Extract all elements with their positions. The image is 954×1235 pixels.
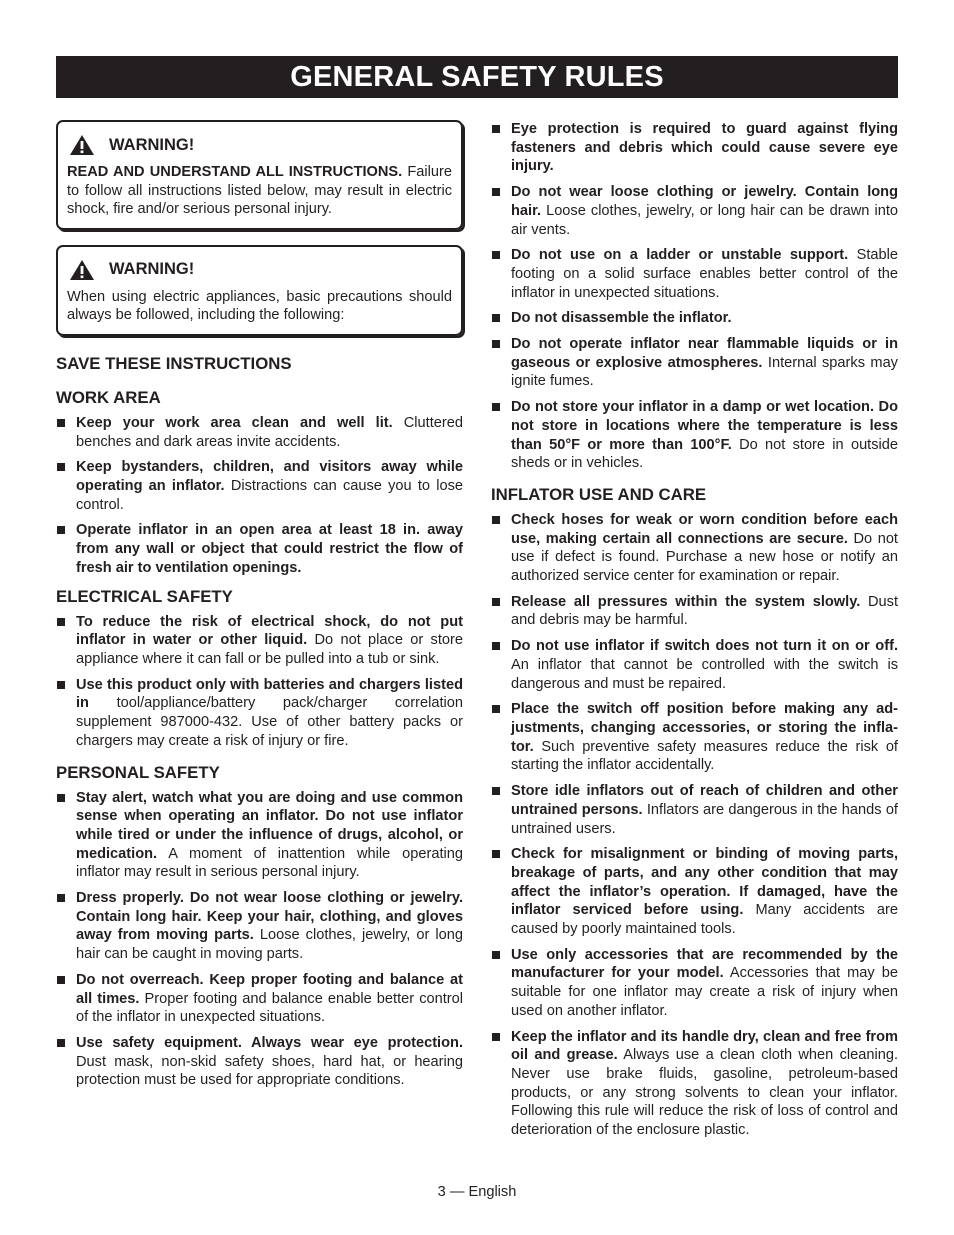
list-item: [56, 521, 463, 577]
list-item: [491, 845, 898, 939]
item-bold: Release all pressures within the system slowly.: [511, 593, 861, 610]
item-text: Loose clothes, jewelry, or long hair can be drawn into air vents.: [511, 202, 898, 238]
warning-detail: Failure to follow all instructions listed below, may result in electric shock, fire and/or serious personal injury.: [67, 164, 452, 218]
bullet-square-icon: [492, 314, 500, 322]
bullet-square-icon: [492, 787, 500, 795]
item-bold: Keep the inflator and its handle dry, clean and free from oil and grease.: [511, 1028, 898, 1064]
bullet-square-icon: [57, 976, 65, 984]
item-text: Do not use if defect is found. Purchase a new hose or notify an authorized service center for examination or repair.: [511, 530, 898, 585]
bullet-square-icon: [57, 419, 65, 427]
item-bold: Check for misalignment or binding of moving parts, breakage of parts, and any other condition that may affect the inflator’s operation. If damaged, have the inflator serviced before using.: [511, 846, 898, 919]
item-bold: Use only accessories that are recommended by the manufacturer for your model.: [511, 946, 898, 982]
list-item: [491, 398, 898, 473]
bullet-square-icon: [492, 850, 500, 858]
item-bold: Store idle inflators out of reach of children and other untrained persons.: [511, 783, 898, 818]
warning-header: [67, 134, 452, 156]
list-item: [491, 782, 898, 838]
list-item: [491, 700, 898, 775]
warning-text: When using electric appliances, basic precautions should always be followed, including the following:: [67, 288, 452, 324]
list-item: [56, 613, 463, 669]
item-text: Many accidents are caused by poorly maintained tools.: [511, 902, 898, 938]
warning-header: [67, 259, 452, 281]
item-bold: Do not store your inflator in a damp or wet location. Do not store in locations where the temperature is less than 50°F or more than 100°F.: [511, 399, 898, 453]
item-bold: Use this product only with batteries and chargers listed in: [76, 676, 463, 712]
item-text: A moment of inattention while operating inflator may result in serious personal injury.: [76, 845, 463, 881]
item-bold: Keep your work area clean and well lit.: [76, 414, 393, 431]
list-item: [56, 889, 463, 964]
bullet-square-icon: [492, 251, 500, 259]
personal-safety-heading: PERSONAL SAFETY: [56, 762, 220, 782]
list-item: [56, 676, 463, 751]
bullet-square-icon: [57, 894, 65, 902]
bullet-square-icon: [57, 618, 65, 626]
item-text: Loose clothes, jewelry, or long hair can be caught in moving parts.: [76, 927, 463, 963]
warning-heading: WARNING!: [109, 260, 195, 279]
item-bold: Do not use inflator if switch does not turn it on or off.: [511, 638, 898, 655]
list-item: [491, 183, 898, 239]
item-bold: Do not disassemble the inflator.: [511, 310, 732, 327]
bullet-square-icon: [492, 705, 500, 713]
personal-safety-list: [56, 789, 463, 1091]
item-text: Dust and debris may be harmful.: [511, 593, 899, 629]
item-text: Internal sparks may ignite fumes.: [511, 354, 898, 390]
item-text: Dust mask, non-skid safety shoes, hard hat, or hearing protection must be used for appropriate conditions.: [76, 1053, 463, 1089]
item-bold: To reduce the risk of electrical shock, do not put inflator in water or other liquid.: [76, 613, 463, 649]
item-bold: Do not wear loose clothing or jewelry. Contain long hair.: [511, 184, 898, 219]
bullet-square-icon: [57, 463, 65, 471]
right-column: [491, 120, 898, 1147]
bullet-square-icon: [492, 340, 500, 348]
item-bold: Keep bystanders, children, and visitors away while operating an inflator.: [76, 459, 463, 495]
item-text: Proper footing and balance enable better control of the inflator in unexpected situations.: [76, 990, 463, 1026]
list-item: [491, 335, 898, 391]
list-item: [56, 458, 463, 514]
item-text: tool/appliance/battery pack/charger correlation supplement 987000-432. Use of other battery packs or chargers may create a risk of injury or fire.: [76, 695, 463, 749]
bullet-square-icon: [492, 951, 500, 959]
bullet-square-icon: [492, 188, 500, 196]
item-bold: Do not overreach. Keep proper footing and balance at all times.: [76, 971, 463, 1007]
list-item: [491, 511, 898, 586]
item-bold: Do not use on a ladder or unstable support.: [511, 247, 849, 264]
electrical-safety-list: [56, 613, 463, 751]
item-text: An inflator that cannot be controlled with the switch is dangerous and must be repaired.: [511, 656, 898, 692]
item-bold: Dress properly. Do not wear loose clothing or jewelry. Contain long hair. Keep your hair, clothing, and gloves away from moving parts.: [76, 890, 463, 944]
item-text: Cluttered benches and dark areas invite accidents.: [76, 414, 463, 450]
item-text: Do not place or store appliance where it can fall or be pulled into a tub or sink.: [76, 632, 464, 667]
list-item: [491, 637, 898, 693]
list-item: [491, 309, 898, 328]
item-bold: Operate inflator in an open area at least 18 in. away from any wall or object that could restrict the flow of fresh air to ventilation openings.: [76, 522, 463, 576]
item-text: Inflators are dangerous in the hands of untrained users.: [511, 801, 898, 837]
item-bold: Check hoses for weak or worn condition before each use, making certain all connections are secure.: [511, 511, 898, 547]
bullet-square-icon: [492, 642, 500, 650]
save-instructions-heading: SAVE THESE INSTRUCTIONS: [56, 353, 292, 373]
item-text: Distractions can cause you to lose control.: [76, 478, 463, 513]
warning-triangle-icon: [69, 259, 95, 281]
warning-text: [67, 163, 452, 219]
warning-lead: READ AND UNDERSTAND ALL INSTRUCTIONS.: [67, 164, 403, 180]
list-item: [56, 789, 463, 883]
item-bold: Eye protection is required to guard against flying fasteners and debris which could cause severe eye injury.: [511, 121, 898, 175]
item-bold: Do not operate inflator near flammable liquids or in gaseous or explosive atmospheres.: [511, 336, 898, 371]
left-column: [56, 120, 463, 1097]
bullet-square-icon: [57, 1039, 65, 1047]
bullet-square-icon: [492, 1033, 500, 1041]
list-item: [56, 971, 463, 1027]
item-text: Stable footing on a solid surface enables better control of the inflator in unexpected situations.: [511, 247, 899, 301]
list-item: [56, 1034, 463, 1090]
item-text: Do not store in outside sheds or in vehicles.: [511, 436, 899, 472]
work-area-heading: WORK AREA: [56, 387, 161, 407]
bullet-square-icon: [492, 598, 500, 606]
list-item: [491, 1028, 898, 1140]
page-footer: 3 — English: [437, 1184, 517, 1200]
bullet-square-icon: [492, 125, 500, 133]
personal-safety-list-continued: [491, 120, 898, 473]
item-bold: Use safety equipment. Always wear eye protection.: [76, 1034, 463, 1051]
warning-heading: WARNING!: [109, 135, 195, 154]
list-item: [56, 414, 463, 451]
warning-box-precautions: [56, 245, 463, 336]
list-item: [491, 120, 898, 176]
list-item: [491, 246, 898, 302]
bullet-square-icon: [492, 403, 500, 411]
item-text: Always use a clean cloth when cleaning. Never use brake fluids, gasoline, petroleum-based products, or any strong solvents to clean your inflator. Following this rule will reduce the risk of loss of control and deterioration of the enclosure plastic.: [511, 1047, 898, 1139]
item-text: Such preventive safety measures reduce the risk of starting the inflator accidentally.: [511, 738, 898, 774]
warning-triangle-icon: [69, 134, 95, 156]
item-text: Accessories that may be suitable for one inflator may create a risk of injury when used on another inflator.: [511, 965, 898, 1019]
bullet-square-icon: [57, 681, 65, 689]
electrical-safety-heading: ELECTRICAL SAFETY: [56, 586, 233, 606]
list-item: [491, 593, 898, 630]
item-bold: Place the switch off position before making any adjustments, changing accessories, or storing the inflator.: [511, 701, 898, 755]
warning-box-instructions: [56, 120, 463, 230]
item-bold: Stay alert, watch what you are doing and use common sense when operating an inflator. Do not use inflator while tired or under the influence of drugs, alcohol, or medication.: [76, 789, 463, 862]
bullet-square-icon: [57, 794, 65, 802]
bullet-square-icon: [57, 526, 65, 534]
work-area-list: [56, 414, 463, 578]
inflator-use-list: [491, 511, 898, 1140]
inflator-use-heading: INFLATOR USE AND CARE: [491, 484, 707, 504]
list-item: [491, 946, 898, 1021]
page-title: GENERAL SAFETY RULES: [56, 56, 898, 98]
bullet-square-icon: [492, 516, 500, 524]
